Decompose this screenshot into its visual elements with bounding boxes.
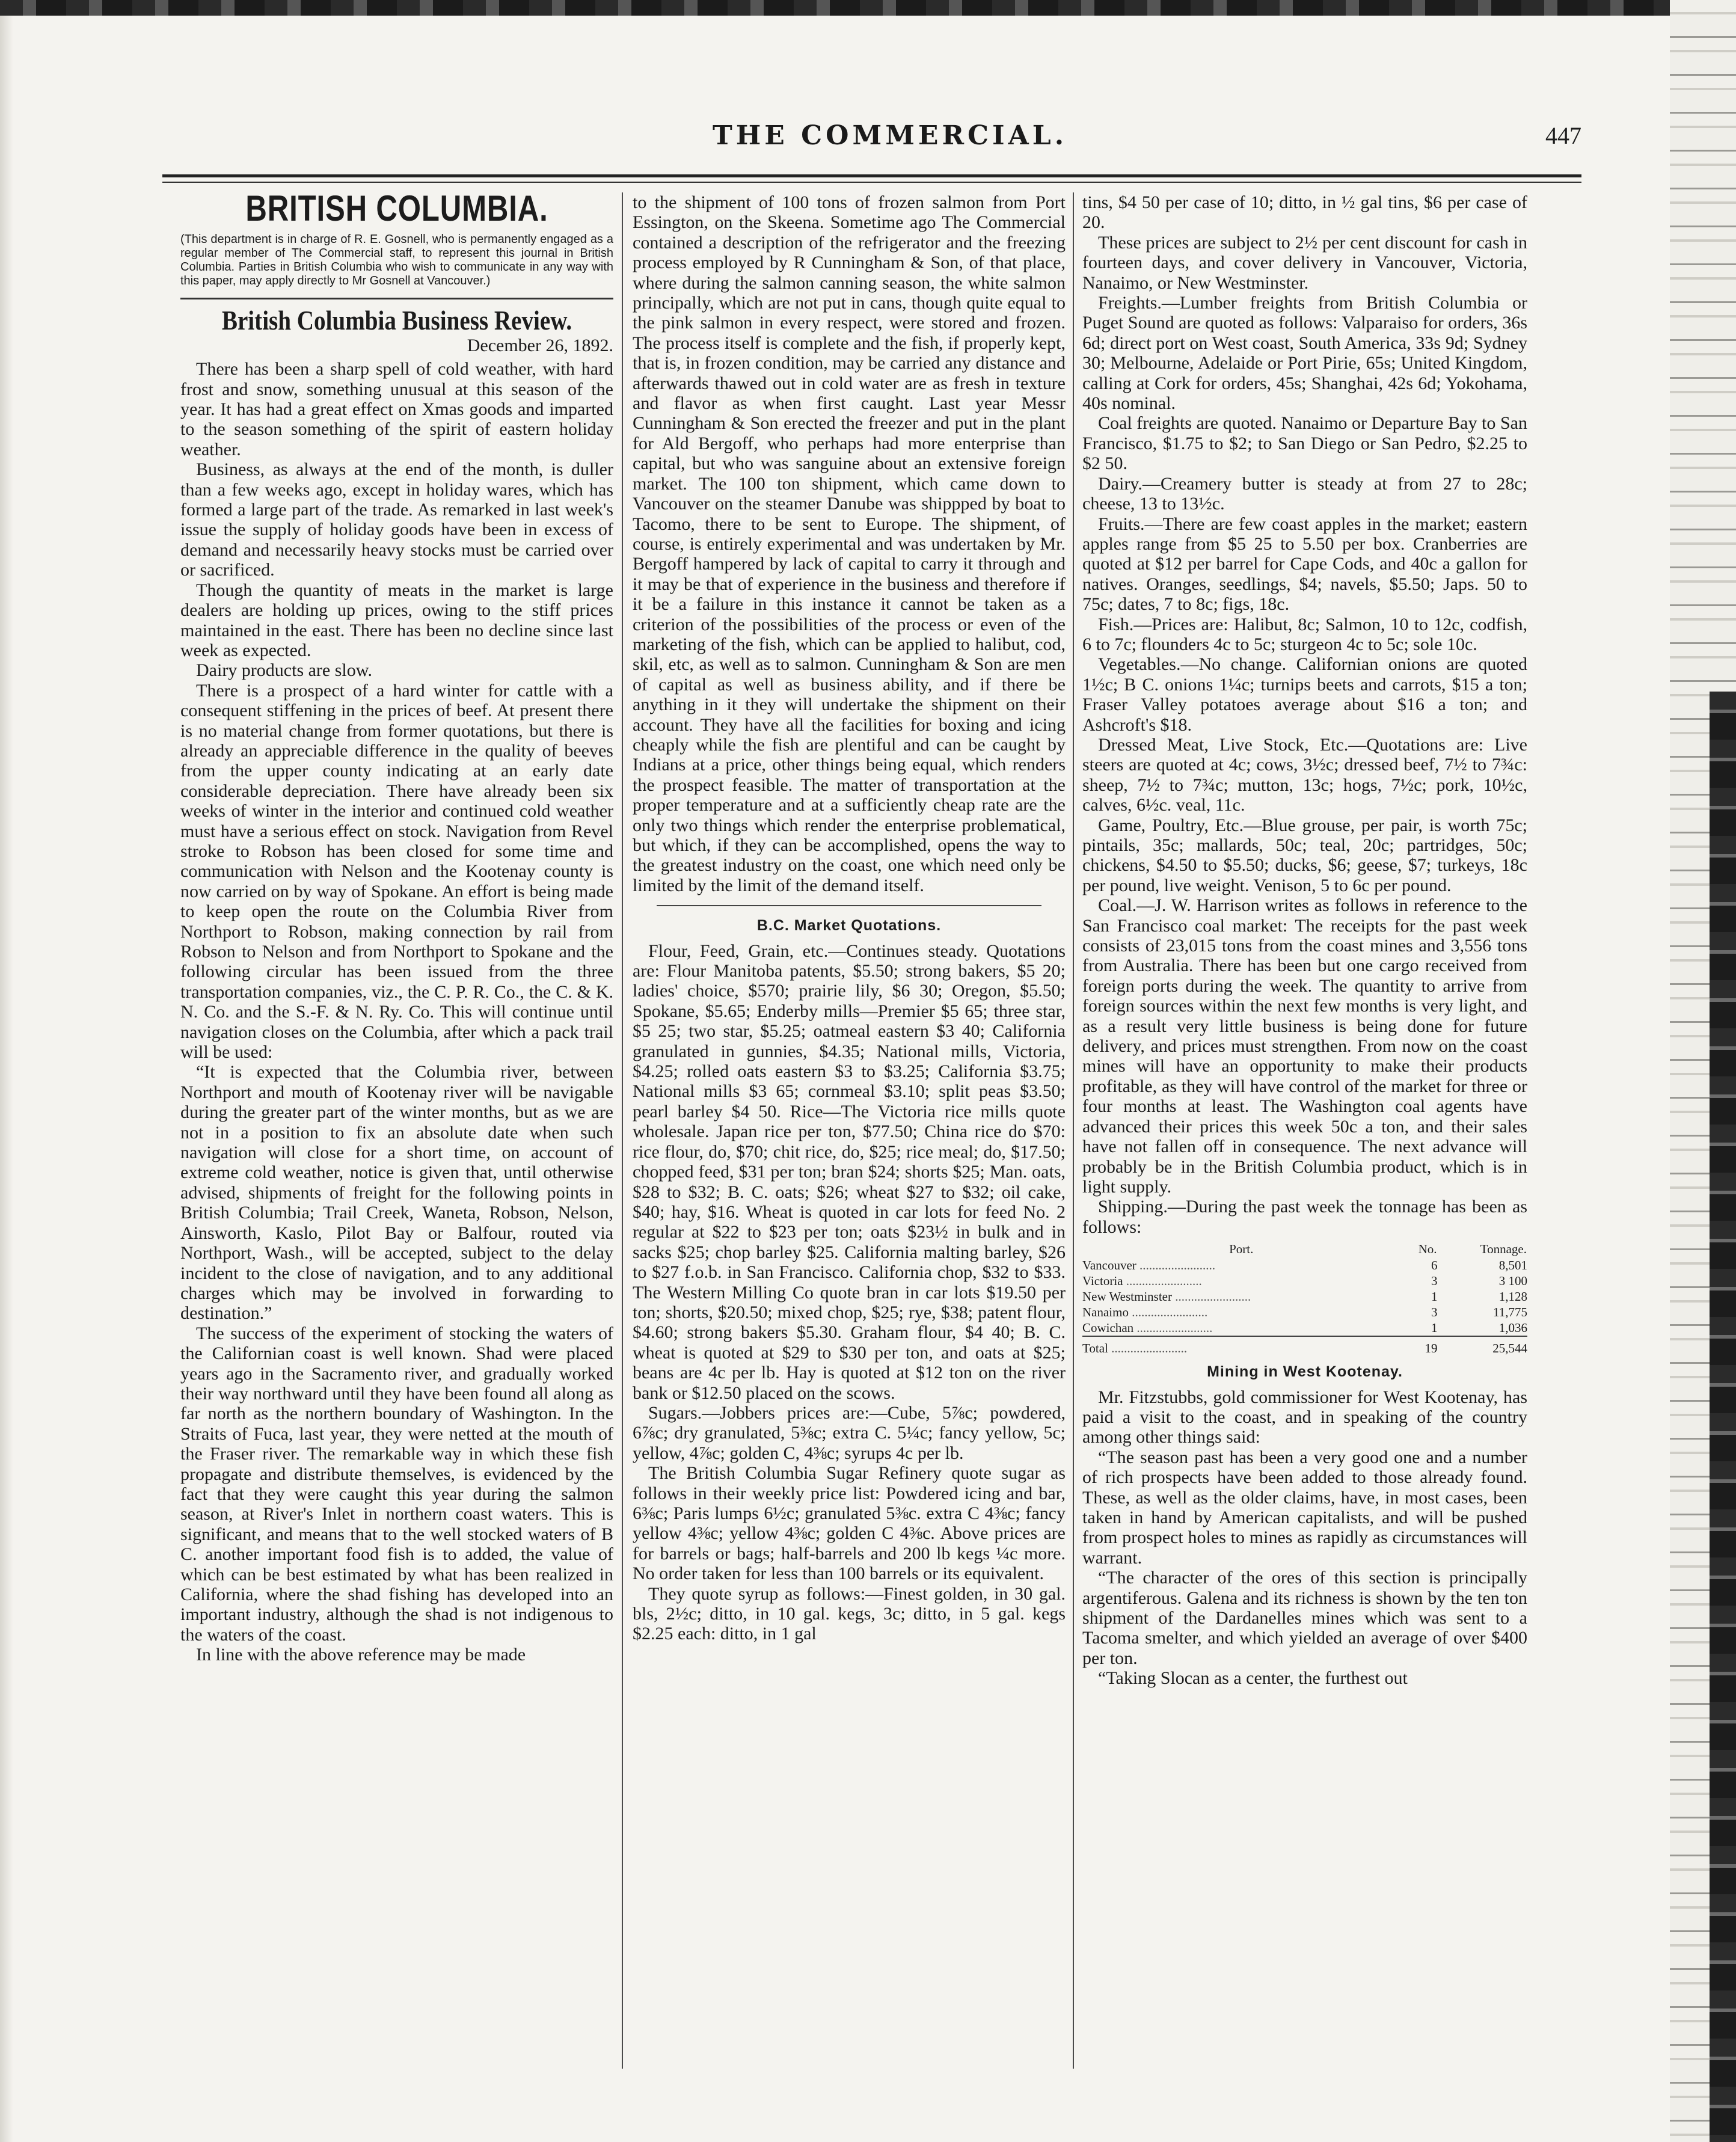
table-row: [1082, 1289, 1527, 1304]
column-header: No.: [1418, 1242, 1437, 1257]
table-row: [1082, 1304, 1527, 1320]
total-tonnage: 25,544: [1438, 1336, 1527, 1356]
masthead: THE COMMERCIAL.: [712, 120, 1068, 151]
port-cell: Vancouver .....: [1082, 1257, 1400, 1273]
page-number: 447: [1545, 122, 1581, 149]
column-header: Port.: [1229, 1242, 1254, 1257]
column-1: [180, 192, 613, 2081]
market-quotations-heading: B.C. Market Quotations.: [756, 917, 942, 934]
column-3: [1082, 192, 1527, 2081]
paragraph: Coal freights are quoted. Nanaimo or Departure Bay to San Francisco, $1.75 to $2; to San Diego or San Pedro, $2.25 to $2 50.: [1082, 413, 1527, 474]
total-count: 19: [1400, 1336, 1437, 1356]
paragraph: The British Columbia Sugar Refinery quote sugar as follows in their weekly price list: Powdered icing and bar, 6⅜c; Paris lumps 6½c; granulated 5⅜c. extra C 4⅜c; fancy yellow 4⅜c; yellow 4⅜c; golden C 4⅜c. Above prices are for barrels or bags; half-barrels and 200 lb kegs ¼c more. No order taken for less than 100 barrels or its equivalent.: [633, 1463, 1066, 1584]
paragraph: Game, Poultry, Etc.—Blue grouse, per pair, is worth 75c; pintails, 35c; mallards, 50c; teal, 20c; partridges, 50c; chickens, $4.50 to $5.50; ducks, $6; geese, $7; turkeys, 18c per pound, live weight. Venison, 5 to 6c per pound.: [1082, 815, 1527, 895]
column-divider: [1073, 192, 1074, 2069]
paragraph: Dairy products are slow.: [196, 660, 372, 681]
paragraph: Freights.—Lumber freights from British Columbia or Puget Sound are quoted as follows: Valparaiso for orders, 36s 6d; direct port on West coast, South America, 33s 9d; Sydney 30; Melbourne, Adelaide or Port Pirie, 65s; United Kingdom, calling at Cork for orders, 45s; Shanghai, 42s 6d; Yokohama, 40s nominal.: [1082, 293, 1527, 414]
section-title: BRITISH COLUMBIA.: [245, 192, 548, 229]
paragraph: Though the quantity of meats in the market is large dealers are holding up prices, owing to the stiff prices maintained in the east. There has been no decline since last week as expected.: [180, 580, 613, 660]
mining-heading: Mining in West Kootenay.: [1207, 1363, 1403, 1381]
page-gutter-shadow: [0, 0, 13, 2142]
paragraph: Mr. Fitzstubbs, gold commissioner for West Kootenay, has paid a visit to the coast, and in speaking of the country among other things said:: [1082, 1387, 1527, 1447]
table-row: [1082, 1320, 1527, 1336]
paragraph: Vegetables.—No change. Californian onions are quoted 1½c; B C. onions 1¼c; turnips beets and carrots, $15 a ton; Fraser Valley potatoes average about $16 a ton; and Ashcroft's $18.: [1082, 654, 1527, 735]
paragraph: Dressed Meat, Live Stock, Etc.—Quotations are: Live steers are quoted at 4c; cows, 3½c; dressed beef, 7½ to 7¾c: sheep, 7½ to 7¾c; mutton, 13c; hogs, 7½c; pork, 10½c, calves, 6½c. veal, 11c.: [1082, 734, 1527, 815]
paragraph: These prices are subject to 2½ per cent discount for cash in fourteen days, and cover delivery in Vancouver, Victoria, Nanaimo, or New Westminster.: [1082, 232, 1527, 293]
table-row: [1082, 1273, 1527, 1289]
article-title: British Columbia Business Review.: [221, 305, 572, 336]
paragraph: Flour, Feed, Grain, etc.—Continues steady. Quotations are: Flour Manitoba patents, $5.50; strong bakers, $5 20; ladies' choice, $570; prairie lily, $6 30; Oregon, $5.50; Spokane, $5.65; Enderby mills—Premier $5 65; three star, $5 25; two star, $5.25; oatmeal eastern $3 40; California granulated in gunnies, $4.35; National mills, Victoria, $4.25; rolled oats eastern $3 to $3.25; California $3.75; National mills $3 65; cornmeal $3.10; split peas $3.50; pearl barley $4 50. Rice—The Victoria rice mills quote wholesale. Japan rice per ton, $77.50; China rice do $70: rice flour, do, $70; chit rice, do, $25; rice meal; do, $17.50; chopped feed, $31 per ton; bran $24; shorts $25; Man. oats, $28 to $32; B. C. oats; $26; wheat $27 to $32; oil cake, $40; hay, $16. Wheat is quoted in car lots for feed No. 2 regular at $22 to $23 per ton; oats $23½ in bulk and in sacks $25; chop barley $25. California malting barley, $26 to $27 f.o.b. in San Francisco. California chop, $32 to $33. The Western Milling Co quote bran in car lots $19.50 per ton; shorts, $20.50; mixed chop, $25; rye, $38; patent flour, $4.60; strong bakers $5.30. Graham flour, $4 40; B. C. wheat is quoted at $29 to $30 per ton, and oats at $25; beans are 4c per lb. Hay is quoted at $12 ton on the river bank or $12.50 placed on the scows.: [633, 941, 1066, 1403]
table-row: [1082, 1257, 1527, 1273]
count-cell: 1: [1431, 1321, 1438, 1336]
column-header: Tonnage.: [1480, 1242, 1527, 1257]
tonnage-cell: 3 100: [1498, 1274, 1527, 1289]
tonnage-cell: 11,775: [1493, 1305, 1527, 1320]
paragraph: “The season past has been a very good one and a number of rich prospects have been added to those already found. These, as well as the older claims, have, in most cases, been taken in hand by American capitalists, and will be pushed from prospect holes to mines as rapidly as circumstances will warrant.: [1082, 1447, 1527, 1568]
tonnage-cell: 1,128: [1498, 1289, 1527, 1304]
paragraph: “The character of the ores of this section is principally argentiferous. Galena and its richness is shown by the ten ton shipment of the Dardanelles mines which was sent to a Tacoma smelter, and which yielded an average of over $400 per ton.: [1082, 1568, 1527, 1668]
paragraph: There has been a sharp spell of cold weather, with hard frost and snow, something unusual at this season of the year. It has had a great effect on Xmas goods and imparted to the season something of the spirit of eastern holiday weather.: [180, 359, 613, 459]
shipping-table: [1082, 1241, 1527, 1356]
scan-binding-edge: [1710, 692, 1736, 2142]
paragraph: Dairy.—Creamery butter is steady at from 27 to 28c; cheese, 13 to 13½c.: [1082, 473, 1527, 514]
tonnage-cell: 8,501: [1498, 1258, 1527, 1273]
paragraph: Sugars.—Jobbers prices are:—Cube, 5⅞c; powdered, 6⅞c; dry granulated, 5⅜c; extra C. 5¼c; fancy yellow, 5c; yellow, 4⅞c; golden C, 4⅜c; syrups 4c per lb.: [633, 1402, 1066, 1463]
count-cell: 3: [1431, 1305, 1438, 1320]
column-divider: [622, 192, 623, 2069]
paragraph: There is a prospect of a hard winter for cattle with a consequent stiffening in the prices of beef. At present there is no material change from former quotations, but there is already an appreciable difference in the quality of beeves from the upper county indicating at an early date considerable depreciation. There have already been six weeks of winter in the interior and continued cold weather must have a serious effect on stock. Navigation from Revel stroke to Robson has been closed for some time and communication with Nelson and the Kootenay county is now carried on by way of Spokane. An effort is being made to keep open the route on the Columbia River from Northport to Robson, making connection by rail from Robson to Nelson and from Northport to Spokane and the following circular has been issued from the three transportation companies, viz., the C. P. R. Co., the C. & K. N. Co. and the S.-F. & N. Ry. Co. This will continue until navigation closes on the Columbia, after which a pack trail will be used:: [180, 680, 613, 1063]
column-2: [633, 192, 1066, 2081]
table-total-row: [1082, 1336, 1527, 1356]
paragraph: They quote syrup as follows:—Finest golden, in 30 gal. bls, 2½c; ditto, in 10 gal. kegs, 3c; ditto, in 5 gal. kegs $2.25 each: ditto, in 1 gal: [633, 1583, 1066, 1644]
port-cell: Cowichan .....: [1082, 1320, 1400, 1336]
header-rule: [162, 174, 1581, 183]
total-label: Total .....: [1082, 1336, 1400, 1356]
port-cell: Nanaimo .....: [1082, 1304, 1400, 1320]
paragraph: to the shipment of 100 tons of frozen salmon from Port Essington, on the Skeena. Sometime ago The Commercial contained a description of the refrigerator and the freezing process employed by R Cunningham & Son, of that place, where during the salmon canning season, the white salmon principally, which are not put in cans, though quite equal to the pink salmon in every respect, were stored and frozen. The process itself is complete and the fish, if properly kept, that is, in frozen condition, may be carried any distance and afterwards thawed out in cold water are as fresh in texture and flavor as when first caught. Last year Messr Cunningham & Son erected the freezer and put in the plant for Ald Bergoff, who perhaps had more enterprise than capital, but who was sanguine about an extensive foreign market. The 100 ton shipment, which came down to Vancouver on the steamer Danube was shippped by boat to Tacomo, there to be sent to Europe. The shipment, of course, is entirely experimental and was undertaken by Mr. Bergoff hampered by lack of capital to carry it through and it may be that of experience in the business and therefore if it be a failure in this instance it cannot be taken as a criterion of the possibilities of the process or even of the marketing of the fish, which can be applied to halibut, cod, skil, etc, as well as to salmon. Cunningham & Son are men of capital as well as business ability, and if there be anything in it they will undertake the shipment on their account. They have all the facilities for boxing and icing cheaply while the fish are plentiful and can be caught by Indians at a price, other things being equal, which renders the prospect feasible. The matter of transportation at the proper temperature and at a sufficiently cheap rate are the only two things which render the enterprise problematical, but which, if they can be accomplished, opens the way to the greatest industry on the coast, one which need only be limited by the limit of the demand itself.: [633, 192, 1066, 895]
scan-top-edge: [0, 0, 1736, 16]
port-cell: New Westminster .....: [1082, 1289, 1400, 1304]
quoted-circular: “It is expected that the Columbia river, between Northport and mouth of Kootenay river will be navigable during the greater part of the winter months, but as we are not in a position to fix an absolute date when such navigation will close for a short time, on account of extreme cold weather, notice is given that, until otherwise advised, shipments of freight for the following points in British Columbia; Trail Creek, Waneta, Robson, Nelson, Ainsworth, Kaslo, Pilot Bay or Balfour, routed via Northport, Wash., will be accepted, subject to the delay incident to the close of navigation, and to any additional charges which may be involved in forwarding to destination.”: [180, 1062, 613, 1324]
paragraph: Coal.—J. W. Harrison writes as follows in reference to the San Francisco coal market: The receipts for the past week consists of 23,015 tons from the coast mines and 3,556 tons from Australia. There has been but one cargo received from foreign ports during the week. The quantity to arrive from foreign sources within the next few months is very light, and as a result very little business is being done for future delivery, and prices must strengthen. From now on the coast mines will have an opportunity to make their products profitable, as they will have control of the market for three or four months at least. The Washington coal agents have advanced their prices this week 50c a ton, and their sales have not fallen off in consequence. The next advance will probably be in the British Columbia product, which is in light supply.: [1082, 895, 1527, 1197]
paragraph: Fish.—Prices are: Halibut, 8c; Salmon, 10 to 12c, codfish, 6 to 7c; flounders 4c to 5c; sturgeon 4c to 5c; sole 10c.: [1082, 614, 1527, 654]
paragraph: The success of the experiment of stocking the waters of the Californian coast is well known. Shad were placed years ago in the Sacramento river, and gradually worked their way northward until they have been found all along as far north as the northern boundary of Washington. In the Straits of Fuca, last year, they were netted at the mouth of the Fraser river. The remarkable way in which these fish propagate and distribute themselves, is evidenced by the fact that they were caught this year during the salmon season, at River's Inlet in northern coast waters. This is significant, and means that to the well stocked waters of B C. another important food fish is to added, the value of which can be best estimated by what has been realized in California, where the shad fishing has developed into an important industry, although the shad is not indigenous to the waters of the coast.: [180, 1323, 613, 1645]
count-cell: 1: [1431, 1289, 1438, 1304]
count-cell: 3: [1431, 1274, 1438, 1289]
paragraph: tins, $4 50 per case of 10; ditto, in ½ gal tins, $6 per case of 20.: [1082, 192, 1527, 233]
page-header: [162, 120, 1581, 168]
paragraph: “Taking Slocan as a center, the furthest out: [1098, 1668, 1408, 1689]
divider: [657, 905, 1041, 906]
count-cell: 6: [1431, 1258, 1438, 1273]
tonnage-cell: 1,036: [1498, 1321, 1527, 1336]
divider: [180, 298, 613, 299]
paragraph: In line with the above reference may be made: [196, 1645, 526, 1665]
table-header-row: [1082, 1241, 1527, 1257]
port-cell: Victoria .....: [1082, 1273, 1400, 1289]
paragraph: Business, as always at the end of the month, is duller than a few weeks ago, except in holiday wares, which has formed a large part of the trade. As remarked in last week's issue the supply of holiday goods have been in excess of demand and necessarily heavy stocks must be carried over or sacrificed.: [180, 459, 613, 580]
department-note: (This department is in charge of R. E. Gosnell, who is permanently engaged as a regular member of The Commercial staff, to represent this journal in British Columbia. Parties in British Columbia who wish to communicate in any way with this paper, may apply directly to Mr Gosnell at Vancouver.): [180, 233, 613, 288]
paragraph: Shipping.—During the past week the tonnage has been as follows:: [1082, 1197, 1527, 1237]
article-date: December 26, 1892.: [467, 335, 613, 355]
paragraph: Fruits.—There are few coast apples in the market; eastern apples range from $5 25 to 5.50 per box. Cranberries are quoted at $12 per barrel for Cape Cods, and 40c a gallon for natives. Oranges, seedlings, $4; navels, $5.50; Japs. 50 to 75c; dates, 7 to 8c; figs, 18c.: [1082, 514, 1527, 615]
